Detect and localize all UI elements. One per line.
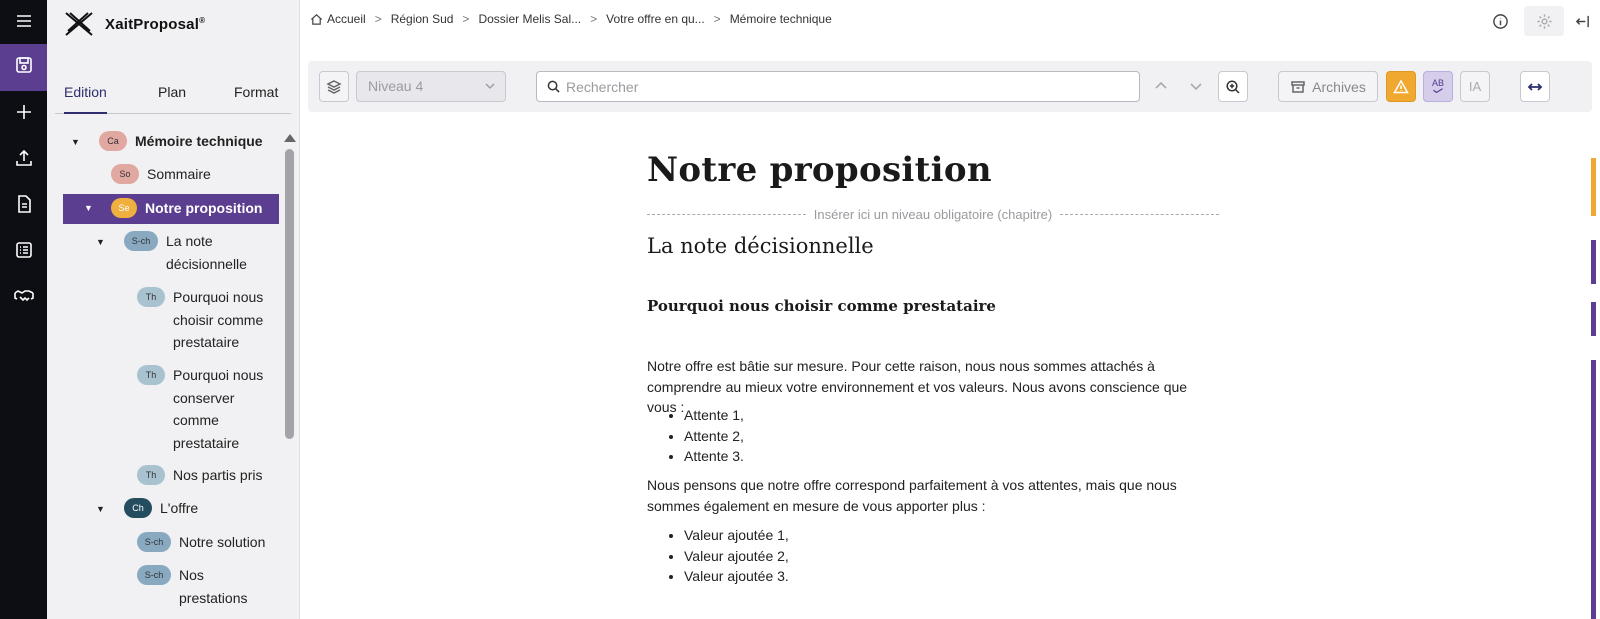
tree-item-pourquoi-choisir[interactable] (137, 286, 263, 354)
level-select[interactable] (356, 71, 506, 102)
document-title[interactable]: Notre proposition (647, 150, 992, 190)
tree-item-sommaire[interactable] (111, 163, 211, 186)
theme-title[interactable]: Pourquoi nous choisir comme prestataire (647, 297, 996, 315)
list-item[interactable]: • Attente 3. (684, 446, 744, 467)
type-badge: S-ch (124, 231, 158, 251)
outline-tree (47, 128, 282, 619)
warning-icon (1393, 79, 1409, 95)
bullet-list[interactable] (684, 525, 789, 587)
margin-indicator-section[interactable] (1591, 360, 1596, 619)
breadcrumb-separator: > (590, 12, 598, 26)
subsection-title[interactable]: La note décisionnelle (647, 234, 874, 258)
editor-toolbar (308, 61, 1592, 112)
type-badge: S-ch (137, 565, 171, 585)
search-field[interactable] (536, 71, 1140, 102)
checklist-icon (14, 240, 34, 265)
margin-indicator-section[interactable] (1591, 240, 1596, 284)
dashed-divider (1060, 214, 1219, 215)
menu-icon (14, 11, 34, 36)
ia-button[interactable] (1460, 71, 1490, 102)
margin-indicator-warning[interactable] (1591, 158, 1596, 216)
top-actions (1480, 6, 1600, 36)
save-icon (14, 55, 34, 80)
add-button[interactable] (0, 91, 47, 138)
breadcrumb-item[interactable]: Votre offre en qu... (606, 12, 705, 26)
plus-icon (14, 102, 34, 127)
xait-logo-icon (63, 10, 95, 38)
list-item[interactable]: • Valeur ajoutée 1, (684, 525, 789, 546)
paragraph[interactable]: Notre offre est bâtie sur mesure. Pour cette raison, nous nous sommes attachés à comprendre au mieux votre environnement et vos valeurs. Nous avons conscience que vous : (647, 358, 1188, 415)
insert-required-level-placeholder[interactable] (647, 206, 1219, 222)
spellcheck-button[interactable] (1423, 71, 1453, 102)
left-rail (0, 0, 47, 619)
save-button[interactable] (0, 44, 47, 91)
type-badge: Th (137, 465, 165, 485)
tree-item-label: Mémoire technique (135, 133, 263, 149)
breadcrumb-item-current[interactable]: Mémoire technique (729, 12, 832, 26)
chevron-down-icon (485, 81, 495, 91)
paragraph[interactable]: Nous pensons que notre offre correspond parfaitement à vos attentes, mais que nous sommes également en mesure de vous apporter plus : (647, 477, 1177, 514)
document-button[interactable] (0, 183, 47, 230)
scroll-up-icon[interactable] (284, 134, 296, 142)
app-name: XaitProposal® (105, 15, 206, 33)
side-tabs (55, 78, 291, 114)
type-badge: Th (137, 365, 165, 385)
upload-button[interactable] (0, 137, 47, 184)
document-body[interactable] (647, 150, 1219, 584)
list-item[interactable]: • Attente 2, (684, 426, 744, 447)
breadcrumb-item[interactable]: Accueil (327, 12, 366, 26)
zoom-search-button[interactable] (1218, 71, 1248, 102)
next-result-button[interactable] (1186, 76, 1206, 96)
search-input[interactable] (566, 79, 1126, 95)
chevron-up-icon (1154, 79, 1168, 93)
tree-item-pourquoi-conserver[interactable] (137, 364, 263, 454)
gear-icon (1536, 13, 1553, 30)
settings-button[interactable] (1524, 6, 1564, 36)
tree-item-memoire-technique[interactable] (99, 130, 263, 153)
expand-width-button[interactable] (1520, 71, 1550, 102)
top-bar (300, 0, 1600, 40)
breadcrumb-separator: > (462, 12, 470, 26)
tree-item-label: Sommaire (147, 166, 211, 182)
collapse-left-icon (1574, 13, 1591, 30)
caret-down-icon[interactable]: ▼ (96, 504, 105, 514)
previous-result-button[interactable] (1151, 76, 1171, 96)
breadcrumb (310, 12, 832, 26)
type-badge: Se (111, 198, 137, 218)
tree-item-label: Nos prestations (179, 567, 248, 606)
menu-button[interactable] (0, 0, 47, 47)
list-item[interactable]: • Valeur ajoutée 3. (684, 566, 789, 587)
upload-icon (14, 148, 34, 173)
tree-item-label: Notre proposition (145, 200, 263, 216)
tree-item-notre-solution[interactable] (137, 531, 265, 554)
checklist-button[interactable] (0, 229, 47, 276)
document-icon (14, 194, 34, 219)
check-icon (1432, 88, 1444, 94)
breadcrumb-separator: > (374, 12, 382, 26)
level-select-value: Niveau 4 (368, 78, 424, 94)
tree-item-label: Notre solution (179, 534, 266, 550)
caret-down-icon[interactable]: ▼ (71, 137, 80, 147)
tab-edition[interactable]: Edition (64, 78, 107, 114)
tree-item-label: Nos partis pris (173, 467, 263, 483)
archives-label: Archives (1312, 78, 1366, 95)
type-badge: Ca (99, 131, 127, 151)
breadcrumb-separator: > (713, 12, 721, 26)
caret-down-icon[interactable]: ▼ (96, 237, 105, 247)
info-icon (1492, 13, 1509, 30)
layers-icon (326, 79, 342, 95)
insert-hint-text: Insérer ici un niveau obligatoire (chapitre) (813, 206, 1053, 222)
chevron-down-icon (1189, 79, 1203, 93)
collapse-panel-button[interactable] (1564, 6, 1600, 36)
tree-item-label: Pourquoi nous conserver comme prestataire (173, 367, 264, 451)
scrollbar-thumb[interactable] (285, 149, 294, 439)
type-badge: Ch (124, 498, 152, 518)
tab-plan[interactable]: Plan (158, 84, 187, 100)
side-panel (47, 0, 300, 619)
ia-label: IA (1468, 79, 1482, 94)
tree-scrollbar[interactable] (283, 131, 295, 619)
tree-item-l-offre[interactable] (124, 497, 198, 520)
type-badge: So (111, 164, 139, 184)
search-icon (547, 80, 560, 93)
tree-item-la-note-decisionnelle[interactable] (124, 230, 247, 275)
app-logo (63, 10, 205, 38)
dashed-divider (647, 214, 806, 215)
type-badge: Th (137, 287, 165, 307)
archives-button[interactable] (1278, 71, 1378, 102)
list-item[interactable]: • Valeur ajoutée 2, (684, 546, 789, 567)
info-button[interactable] (1480, 6, 1520, 36)
type-badge: S-ch (137, 532, 171, 552)
warnings-button[interactable] (1386, 71, 1416, 102)
spellcheck-label: AB (1431, 78, 1444, 88)
list-item[interactable]: • Attente 1, (684, 405, 744, 426)
tree-item-label: Pourquoi nous choisir comme prestataire (173, 289, 264, 350)
tree-item-label: La note décisionnelle (166, 233, 247, 272)
tab-format[interactable]: Format (234, 84, 279, 100)
tree-item-notre-proposition[interactable] (111, 197, 262, 220)
tree-item-label: L'offre (160, 500, 199, 516)
handshake-icon (14, 286, 34, 311)
tree-item-nos-prestations[interactable] (137, 564, 247, 609)
bullet-list[interactable] (684, 405, 744, 467)
home-icon (310, 13, 323, 26)
breadcrumb-item[interactable]: Dossier Melis Sal... (478, 12, 582, 26)
margin-indicator-section[interactable] (1591, 302, 1596, 336)
breadcrumb-item[interactable]: Région Sud (390, 12, 454, 26)
archive-box-icon (1290, 79, 1306, 95)
caret-down-icon[interactable]: ▼ (84, 203, 93, 213)
expand-horizontal-icon (1527, 79, 1543, 95)
partners-button[interactable] (0, 275, 47, 322)
zoom-in-icon (1225, 79, 1241, 95)
layers-button[interactable] (319, 71, 349, 102)
tree-item-nos-partis-pris[interactable] (137, 464, 262, 487)
